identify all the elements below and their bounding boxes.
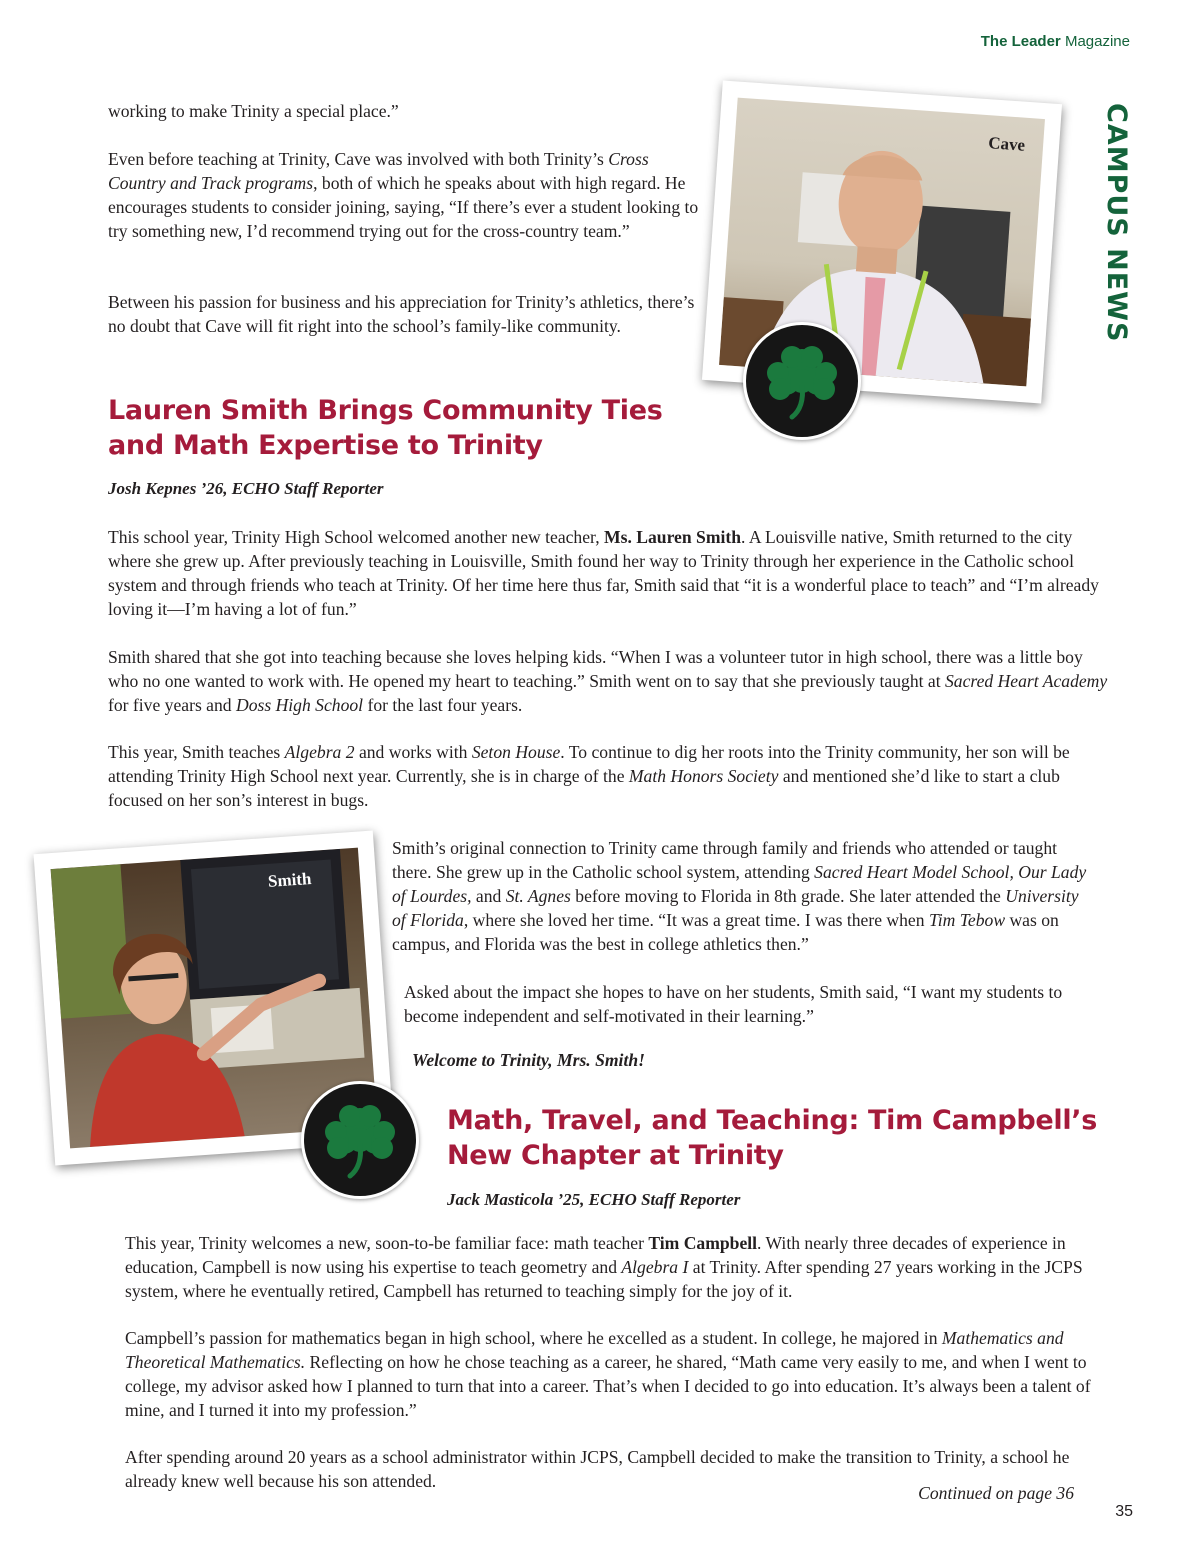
smith-photo-caption: Smith xyxy=(267,868,313,891)
campbell-paragraph-2: Campbell’s passion for mathematics began in high school, where he excelled as a student. In college, he majored in Mathematics and Theoretical Mathematics. Reflecting on how he chose teaching as a career, he shared, “Math came very easily to me, and when I went to college, my advisor asked how I planned to turn that into a career. That’s when I decided to go into education. It’s always been a talent of mine, and I turned it into my profession.” xyxy=(125,1328,1091,1420)
smith-paragraph-4: Smith’s original connection to Trinity came through family and friends who attended or taught there. She grew up in the Catholic school system, attending Sacred Heart Model School, Our Lady of Lourdes, and St. Agnes before moving to Florida in 8th grade. She later attended the University of Florida, where she loved her time. “It was a great time. I was there when Tim Tebow was on campus, and Florida was the best in college athletics then.” xyxy=(392,838,1087,954)
cave-paragraph-3: Between his passion for business and his appreciation for Trinity’s athletics, there’s no doubt that Cave will fit right into the school’s family-like community. xyxy=(108,292,695,336)
cave-photo-caption: Cave xyxy=(987,133,1026,155)
continued-note: Continued on page 36 xyxy=(918,1483,1074,1503)
campbell-headline: Math, Travel, and Teaching: Tim Campbell’s New Chapter at Trinity xyxy=(447,1105,1098,1171)
campbell-byline: Jack Masticola ’25, ECHO Staff Reporter xyxy=(447,1190,741,1209)
campbell-paragraph-1: This year, Trinity welcomes a new, soon-to-be familiar face: math teacher Tim Campbell. With nearly three decades of experience in education, Campbell is now using his expertise to teach geometry and Algebra I at Trinity. After spending 27 years working in the JCPS system, where he eventually retired, Campbell has returned to teaching simply for the joy of it. xyxy=(125,1233,1083,1301)
smith-paragraph-2: Smith shared that she got into teaching because she loves helping kids. “When I was a volunteer tutor in high school, there was a little boy who no one wanted to work with. He opened my heart to teaching.” Smith went on to say that she previously taught at Sacred Heart Academy for five years and Doss High School for the last four years. xyxy=(108,647,1108,715)
smith-headline: Lauren Smith Brings Community Ties and Math Expertise to Trinity xyxy=(108,395,663,461)
shamrock-icon xyxy=(746,325,858,437)
section-label: CAMPUS NEWS xyxy=(1101,103,1132,343)
shamrock-icon xyxy=(304,1084,416,1196)
smith-paragraph-5: Asked about the impact she hopes to have on her students, Smith said, “I want my students to become independent and self-motivated in their learning.” xyxy=(404,982,1063,1026)
smith-byline: Josh Kepnes ’26, ECHO Staff Reporter xyxy=(108,479,384,498)
cave-paragraph-1: working to make Trinity a special place.” xyxy=(108,101,399,121)
campbell-paragraph-3: After spending around 20 years as a school administrator within JCPS, Campbell decided to make the transition to Trinity, a school he already knew well because his son attended. xyxy=(125,1447,1070,1491)
magazine-header xyxy=(981,33,1130,50)
cave-shamrock-badge xyxy=(743,322,861,440)
page-number: 35 xyxy=(1115,1503,1133,1520)
smith-paragraph-3: This year, Smith teaches Algebra 2 and works with Seton House. To continue to dig her roots into the Trinity community, her son will be attending Trinity High School next year. Currently, she is in charge of the Math Honors Society and mentioned she’d like to start a club focused on her son’s interest in bugs. xyxy=(108,742,1070,810)
smith-closing: Welcome to Trinity, Mrs. Smith! xyxy=(412,1050,645,1070)
publication-name: The Leader xyxy=(980,33,1061,50)
smith-shamrock-badge xyxy=(301,1081,419,1199)
smith-paragraph-1: This school year, Trinity High School welcomed another new teacher, Ms. Lauren Smith. A Louisville native, Smith returned to the city where she grew up. After previously teaching in Louisville, Smith found her way to Trinity through her experience in the Catholic school system and through friends who teach at Trinity. Of her time here thus far, Smith said that “it is a wonderful place to teach” and “I’m already loving it—I’m having a lot of fun.” xyxy=(108,527,1099,619)
cave-paragraph-2: Even before teaching at Trinity, Cave was involved with both Trinity’s Cross Country and Track programs, both of which he speaks about with high regard. He encourages students to consider joining, saying, “If there’s ever a student looking to try something new, I’d recommend trying out for the cross-country team.” xyxy=(108,149,699,241)
publication-suffix: Magazine xyxy=(1064,33,1130,50)
